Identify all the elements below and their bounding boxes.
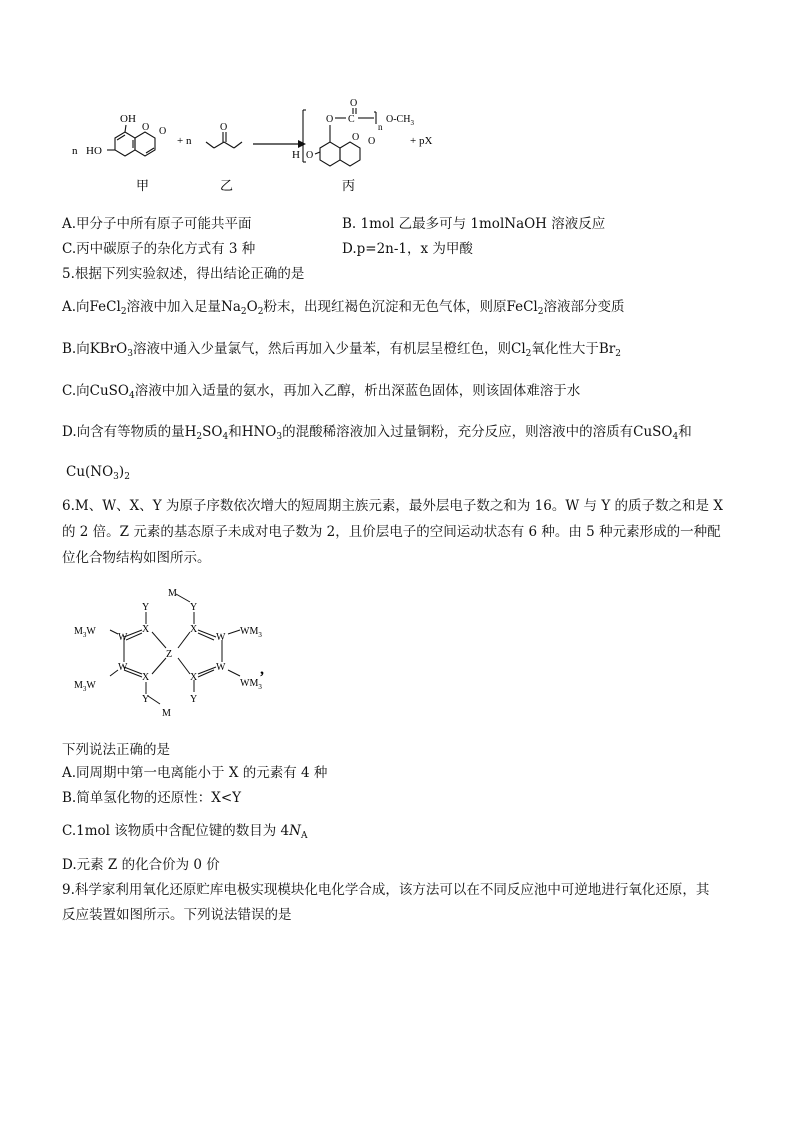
product-o-carbonyl: O <box>368 136 376 147</box>
reactant1-ho: HO <box>86 145 102 157</box>
reactant1-oh: OH <box>120 113 136 125</box>
product-n: n <box>378 122 383 132</box>
label-bing: 丙 <box>342 178 356 193</box>
q6-option-d: D.元素 Z 的化合价为 0 价 <box>62 857 220 873</box>
q5-option-b: B.向KBrO$_3$溶液中通入少量氯气，然后再加入少量苯，有机层呈橙红色，则$Cl_2$氧化性大于$Br_2$ <box>62 341 621 359</box>
q4-option-b: B. 1mol 乙最多可与 1molNaOH 溶液反应 <box>342 216 606 232</box>
q5-option-d-line2: $Cu(NO_3)_2$ <box>66 464 130 482</box>
q9-stem-line1: 9.科学家利用氧化还原贮库电极实现模块化电化学合成，该方法可以在不同反应池中可逆地进行氧化还原，其 <box>62 882 710 898</box>
q5-option-a: A.向FeCl$_2$溶液中加入足量$Na_2O_2$粉末，出现红褐色沉淀和无色气体，则原FeCl$_2$溶液部分变质 <box>62 299 625 317</box>
q4-option-c: C.丙中碳原子的杂化方式有 3 种 <box>62 241 256 257</box>
struct-w-bottom-left: W <box>118 662 128 673</box>
q6-option-c: C.1mol 该物质中含配位键的数目为 $4N_A$ <box>62 823 308 841</box>
reaction-scheme <box>60 92 480 202</box>
coordination-structure <box>72 582 312 727</box>
struct-wm3-bottom: $WM_3$ <box>240 678 262 691</box>
reactant2-o: O <box>220 122 228 133</box>
q9-stem-line2: 反应装置如图所示。下列说法错误的是 <box>62 907 292 923</box>
product-o-link: O <box>326 114 334 125</box>
reactant1-o-ring: O <box>142 122 150 133</box>
struct-x-top-left: X <box>142 624 150 635</box>
reaction-arrow <box>253 140 306 148</box>
q4-option-a: A.甲分子中所有原子可能共平面 <box>62 216 252 232</box>
struct-w-top-right: W <box>216 632 226 643</box>
q6-stem-line1: 6.M、W、X、Y 为原子序数依次增大的短周期主族元素，最外层电子数之和为 16。W 与 Y 的质子数之和是 X <box>62 498 723 514</box>
q5-option-c: C.向CuSO$_4$溶液中加入适量的氨水，再加入乙醇，析出深蓝色固体，则该固体难溶于水 <box>62 383 581 401</box>
reactant2-skeleton <box>206 132 242 148</box>
struct-w-top-left: W <box>118 632 128 643</box>
product-c: C <box>348 114 355 125</box>
struct-w-bottom-right: W <box>216 662 226 673</box>
q6-stem-line3: 位化合物结构如图所示。 <box>62 550 211 566</box>
q6-stem-line2: 的 2 倍。Z 元素的基态原子未成对电子数为 2，且价层电子的空间运动状态有 6 种。由 5 种元素形成的一种配 <box>62 524 721 540</box>
struct-m3w-bottom: $M_3W$ <box>74 680 96 693</box>
struct-y-top-right: Y <box>190 602 198 613</box>
struct-y-bottom-right: Y <box>190 694 198 705</box>
q4-option-d: D.p=2n-1，x 为甲酸 <box>342 241 473 257</box>
product-h: H <box>292 149 300 161</box>
struct-m3w-top: $M_3W$ <box>74 626 96 639</box>
struct-z: Z <box>166 649 173 660</box>
q6-option-a: A.同周期中第一电离能小于 X 的元素有 4 种 <box>62 765 328 781</box>
product-o-top: O <box>350 98 358 109</box>
product-o-ring: O <box>352 132 360 143</box>
product-och3: $O-CH_3$ <box>386 114 414 127</box>
struct-x-top-right: X <box>190 624 198 635</box>
plus-2: + pX <box>410 135 433 147</box>
struct-m-top: M <box>168 588 177 599</box>
struct-y-bottom-left: Y <box>142 694 150 705</box>
struct-x-bottom-right: X <box>190 672 198 683</box>
struct-x-bottom-left: X <box>142 672 150 683</box>
q5-option-d: D.向含有等物质的量$H_2SO_4$和$HNO_3$的混酸稀溶液加入过量铜粉，充分反应，则溶液中的溶质有CuSO$_4$和 <box>62 424 692 442</box>
plus-1: + n <box>177 135 192 147</box>
label-jia: 甲 <box>136 178 150 193</box>
label-yi: 乙 <box>220 178 234 193</box>
product-skeleton <box>303 108 376 166</box>
q6-option-b: B.简单氢化物的还原性：X<Y <box>62 790 242 806</box>
reactant1-o-carbonyl: O <box>159 126 167 137</box>
struct-wm3-top: $WM_3$ <box>240 626 262 639</box>
struct-y-top-left: Y <box>142 602 150 613</box>
struct-comma: , <box>260 661 264 678</box>
struct-m-bottom: M <box>162 708 171 719</box>
reactant1-prefix: n <box>72 145 78 157</box>
product-o-left: O <box>306 150 314 161</box>
q6-ask: 下列说法正确的是 <box>62 742 170 758</box>
q5-stem: 5.根据下列实验叙述，得出结论正确的是 <box>62 266 305 282</box>
